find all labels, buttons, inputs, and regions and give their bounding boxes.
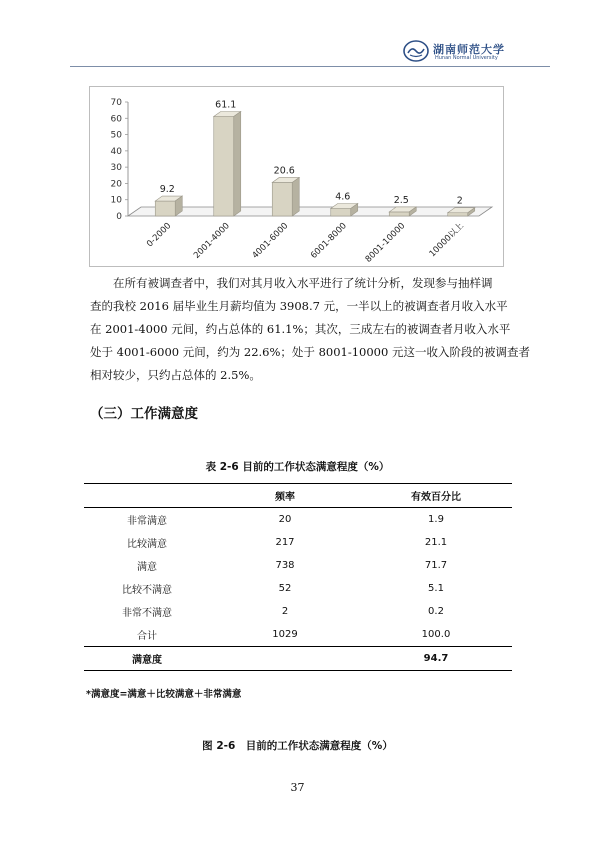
x-tick-label: 8001-10000: [363, 221, 408, 265]
bar-value-label: 4.6: [335, 191, 351, 203]
paragraph-line: 在所有被调查者中，我们对其月收入水平进行了统计分析，发现参与抽样调: [113, 276, 493, 290]
paragraph-line: 查的我校 2016 届毕业生月薪均值为 3908.7 元，一半以上的被调查者月收入水平: [90, 299, 508, 313]
income-analysis-paragraph: [90, 272, 530, 387]
table-cell: 比较满意: [127, 539, 167, 550]
x-tick-label: 6001-8000: [309, 221, 349, 261]
university-logo: [403, 40, 548, 62]
table-cell: 合计: [137, 631, 157, 642]
bar: [214, 116, 234, 216]
bar: [155, 201, 175, 216]
table-cell: 满意: [137, 562, 157, 573]
table-cell: 5.1: [428, 583, 444, 594]
satisfaction-table: [84, 483, 512, 671]
y-tick-label: 0: [116, 212, 122, 222]
paragraph-line: 相对较少，只约占总体的 2.5%。: [90, 368, 261, 382]
x-tick-label: 4001-6000: [250, 221, 291, 261]
bar-side: [292, 177, 299, 216]
paragraph-line: 处于 4001-6000 元间，约为 22.6%；处于 8001-10000 元这一收入阶段的被调查者: [90, 345, 530, 359]
bar-value-label: 2.5: [393, 194, 409, 206]
table-caption: 表 2-6 目前的工作状态满意程度（%）: [205, 461, 390, 473]
chart-floor: [128, 207, 492, 216]
table-cell: 非常不满意: [122, 608, 172, 619]
table-cell: 21.1: [424, 537, 448, 548]
header-rule: [70, 66, 550, 67]
table-row: [84, 508, 512, 532]
y-tick-label: 30: [110, 163, 122, 174]
logo-university-name: 湖南师范大学: [433, 43, 505, 56]
table-row: [84, 600, 512, 623]
bar: [331, 209, 351, 216]
y-tick-label: 40: [110, 146, 122, 157]
table-cell: 100.0: [421, 629, 451, 640]
table-cell: 20: [278, 514, 292, 525]
table-row: [84, 554, 512, 577]
table-cell: 71.7: [424, 560, 448, 571]
table-cell: 0.2: [428, 606, 444, 617]
x-tick-label: 10000以上: [427, 221, 466, 260]
bar: [272, 182, 292, 216]
bar-value-label: 61.1: [215, 99, 237, 111]
bar-value-label: 20.6: [273, 165, 295, 177]
bar-value-label: 2: [456, 195, 463, 207]
x-tick-label: 0-2000: [145, 221, 174, 250]
bar: [389, 212, 409, 216]
y-tick-label: 60: [110, 114, 122, 125]
y-tick-label: 50: [110, 130, 122, 141]
table-cell: 52: [278, 583, 292, 594]
paragraph-line: 在 2001-4000 元间，约占总体的 61.1%；其次，三成左右的被调查者月收入水平: [90, 322, 511, 336]
page-number: 37: [290, 781, 305, 794]
table-cell: [210, 647, 360, 671]
table-cell: 94.7: [423, 653, 449, 664]
section-title: （三）工作满意度: [90, 406, 198, 422]
table-cell: 217: [275, 537, 295, 548]
table-cell: 比较不满意: [122, 585, 172, 596]
table-header-cell: 频率: [275, 492, 295, 503]
table-cell: 1.9: [428, 514, 444, 525]
university-emblem-icon: [403, 40, 429, 62]
logo-university-english: Hunan Normal University: [435, 55, 498, 61]
table-row: [84, 531, 512, 554]
table-total-row: [84, 647, 512, 671]
table-cell: 738: [275, 560, 295, 571]
table-note: *满意度=满意＋比较满意＋非常满意: [86, 689, 242, 700]
y-tick-label: 70: [110, 98, 122, 108]
table-cell: 1029: [272, 629, 298, 640]
x-tick-label: 2001-4000: [192, 221, 232, 261]
table-header-cell: [84, 484, 210, 508]
y-tick-label: 20: [110, 179, 122, 190]
figure-caption: 图 2-6 目前的工作状态满意程度（%）: [202, 740, 393, 752]
table-cell: 2: [281, 606, 289, 617]
table-row: [84, 623, 512, 647]
table-cell: 非常满意: [127, 516, 167, 527]
bar-side: [234, 111, 241, 216]
y-tick-label: 10: [110, 195, 122, 206]
table-row: [84, 577, 512, 600]
income-bar-chart: [90, 87, 503, 266]
table-header-row: [84, 484, 512, 508]
table-cell: 满意度: [132, 655, 162, 666]
bar: [448, 213, 468, 216]
table-header-cell: 有效百分比: [411, 492, 461, 503]
income-chart: [89, 86, 504, 267]
bar-value-label: 9.2: [159, 184, 175, 196]
